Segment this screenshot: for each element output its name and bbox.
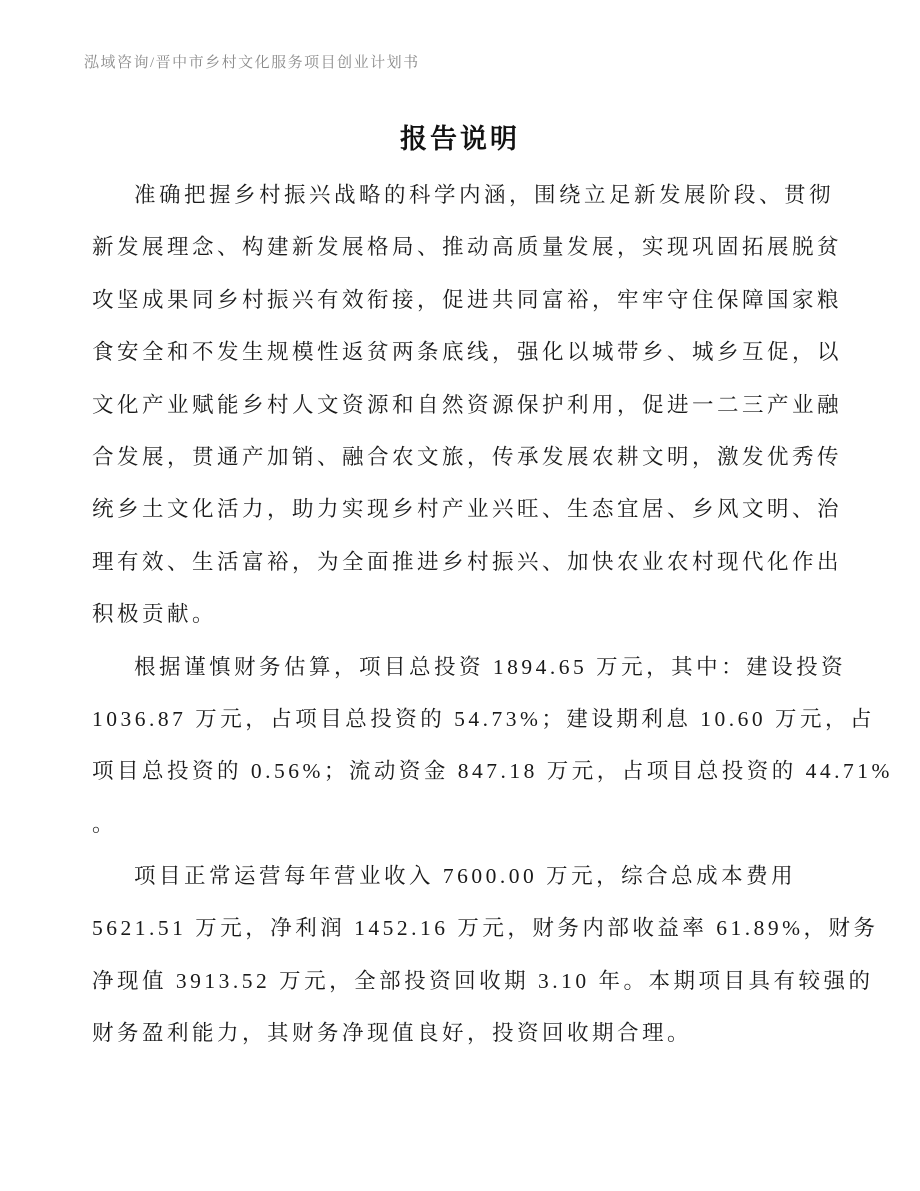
- paragraph-line: 项目正常运营每年营业收入 7600.00 万元，综合总成本费用: [134, 864, 797, 889]
- paragraph: [92, 641, 893, 851]
- paragraph-line: 根据谨慎财务估算，项目总投资 1894.65 万元，其中：建设投资: [134, 654, 847, 679]
- paragraph: [92, 850, 879, 1060]
- paragraph-line: 净现值 3913.52 万元，全部投资回收期 3.10 年。本期项目具有较强的: [92, 968, 874, 993]
- paragraph-line: 新发展理念、构建新发展格局、推动高质量发展，实现巩固拓展脱贫: [92, 235, 843, 260]
- page-header-text: 泓域咨询/晋中市乡村文化服务项目创业计划书: [84, 55, 420, 71]
- paragraph-line: 财务盈利能力，其财务净现值良好，投资回收期合理。: [92, 1021, 693, 1046]
- paragraph-line: 文化产业赋能乡村人文资源和自然资源保护利用，促进一二三产业融: [92, 392, 843, 417]
- paragraph-line: 理有效、生活富裕，为全面推进乡村振兴、加快农业农村现代化作出: [92, 549, 843, 574]
- paragraph-line: 。: [92, 811, 118, 836]
- page-title: 报告说明: [400, 124, 520, 154]
- paragraph-line: 1036.87 万元，占项目总投资的 54.73%；建设期利息 10.60 万元，占: [92, 706, 876, 731]
- paragraph-line: 项目总投资的 0.56%；流动资金 847.18 万元，占项目总投资的 44.71%: [92, 759, 893, 784]
- document-body: [92, 169, 893, 1060]
- paragraph-line: 合发展，贯通产加销、融合农文旅，传承发展农耕文明，激发优秀传: [92, 444, 843, 469]
- paragraph-line: 准确把握乡村振兴战略的科学内涵，围绕立足新发展阶段、贯彻: [134, 183, 835, 207]
- paragraph-line: 攻坚成果同乡村振兴有效衔接，促进共同富裕，牢牢守住保障国家粮: [92, 287, 843, 312]
- paragraph-line: 统乡土文化活力，助力实现乡村产业兴旺、生态宜居、乡风文明、治: [92, 497, 843, 522]
- paragraph-line: 积极贡献。: [92, 602, 218, 627]
- paragraph-line: 5621.51 万元，净利润 1452.16 万元，财务内部收益率 61.89%，财务: [92, 916, 879, 941]
- paragraph-line: 食安全和不发生规模性返贫两条底线，强化以城带乡、城乡互促，以: [92, 340, 843, 365]
- paragraph: [92, 169, 844, 641]
